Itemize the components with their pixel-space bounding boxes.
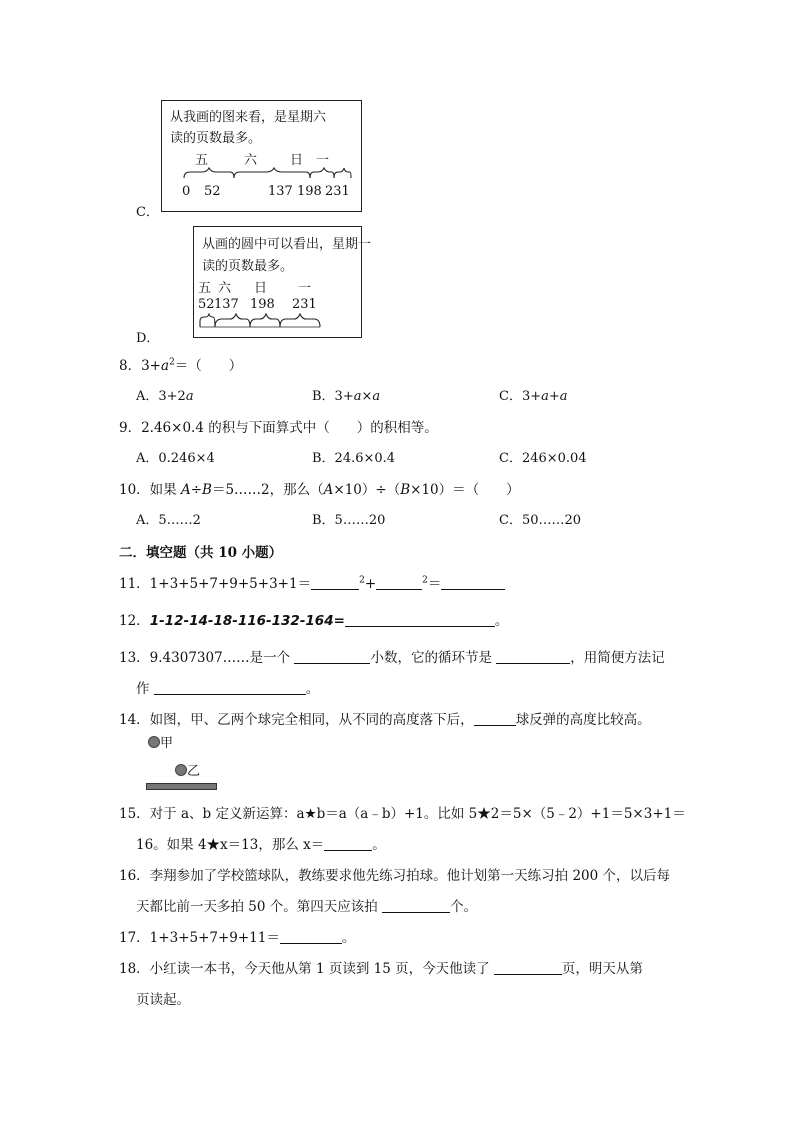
choice-d-day: 五	[198, 281, 212, 296]
q17-end: 。	[341, 930, 356, 946]
q18-line2: 页读起。	[136, 992, 190, 1008]
q8-option-b-mid: ×	[361, 389, 373, 404]
q8-option-a-pre: A．3+2	[136, 389, 186, 404]
q16-blank[interactable]	[382, 898, 450, 913]
choice-d-brace-diagram	[198, 313, 328, 331]
q10-var-a2: A	[323, 482, 334, 498]
q14-blank[interactable]	[474, 711, 516, 726]
choice-d-day: 一	[298, 281, 312, 296]
choice-d-text-line2: 读的页数最多。	[202, 259, 294, 274]
q8-option-b[interactable]	[312, 385, 380, 404]
q9-option-a[interactable]: A．0.246×4	[136, 451, 215, 466]
choice-d-number: 198	[250, 297, 275, 312]
choice-d-box	[193, 226, 372, 338]
q17-blank[interactable]	[280, 929, 342, 944]
q10-p2: ＝5……2，那么（	[211, 482, 324, 498]
q10-option-a[interactable]: A．5……2	[136, 513, 201, 528]
q8-prefix: 8．3+	[119, 358, 161, 374]
q9-option-b[interactable]: B．24.6×0.4	[312, 451, 396, 466]
q14-stem-a: 14．如图，甲、乙两个球完全相同，从不同的高度落下后，	[119, 712, 474, 728]
choice-c-text-line1: 从我画的图来看，是星期六	[170, 110, 327, 125]
choice-d-number: 231	[292, 297, 317, 312]
q8-option-b-pre: B．3+	[312, 389, 354, 404]
q13-line1c: ，用简便方法记	[570, 650, 665, 666]
q13-blank-3[interactable]	[154, 680, 306, 695]
section-2-heading: 二．填空题（共 10 小题）	[119, 545, 283, 561]
q10-p1: 10．如果	[119, 482, 181, 498]
q10-p3: ×10）÷（	[333, 482, 401, 498]
q18-line1a: 18．小红读一本书，今天他从第 1 页读到 15 页，今天他读了	[119, 961, 494, 977]
q8-stem	[119, 354, 242, 374]
choice-d-number: 137	[214, 297, 239, 312]
q12-expression: 1-12-14-18-116-132-164=	[149, 613, 345, 629]
q13-line1a: 13．9.4307307……是一个	[119, 650, 295, 666]
q8-option-b-var: a	[353, 389, 362, 404]
choice-c-number: 52	[204, 184, 221, 199]
q13-blank-1[interactable]	[294, 649, 370, 664]
ball-icon	[148, 736, 160, 748]
q16-line2b: 个。	[450, 899, 478, 915]
q17-stem: 17．1+3+5+7+9+11＝	[119, 930, 280, 946]
ball-icon	[175, 764, 187, 776]
q13-line2	[136, 677, 319, 697]
q16-line1: 16．李翔参加了学校篮球队，教练要求他先练习拍球。他计划第一天练习拍 200 个，以后每	[119, 868, 671, 884]
q13-line1b: 小数，它的循环节是	[370, 650, 497, 666]
q14-ball-yi-label: 乙	[187, 764, 201, 779]
q10-option-c[interactable]: C．50……20	[499, 513, 582, 528]
q10-var-b: B	[202, 482, 212, 498]
choice-c-day: 五	[195, 153, 209, 168]
choice-c-number: 0	[182, 184, 191, 199]
q8-var: a	[161, 358, 170, 374]
q12-num: 12．	[119, 613, 150, 629]
q10-stem	[119, 478, 520, 498]
q15-blank[interactable]	[324, 836, 372, 851]
q14-stem	[119, 708, 651, 728]
q8-option-c-mid: +	[548, 389, 560, 404]
q8-option-c-pre: C．3+	[499, 389, 542, 404]
q18-line1	[119, 957, 643, 977]
q16-line2	[136, 895, 477, 915]
q11-blank-1[interactable]	[311, 575, 359, 590]
q18-blank[interactable]	[494, 960, 562, 975]
q8-option-c-var: a	[541, 389, 549, 404]
q10-var-b2: B	[400, 482, 411, 498]
q14-ball-yi	[175, 760, 200, 779]
q11	[119, 572, 505, 592]
q8-sup: 2	[169, 357, 175, 368]
q18-line1b: 页，明天从第	[561, 961, 643, 977]
q13-blank-2[interactable]	[496, 649, 570, 664]
q8-suffix: ＝（ ）	[174, 358, 243, 374]
choice-c-letter: C．	[136, 205, 159, 220]
choice-d-letter: D．	[136, 331, 160, 346]
q11-sup-2: 2	[422, 575, 428, 586]
q10-option-b[interactable]: B．5……20	[312, 513, 386, 528]
q15-line2a: 16。如果 4★x＝13，那么 x＝	[136, 837, 325, 853]
q10-p4: ×10）＝（ ）	[410, 482, 520, 498]
choice-c-day: 六	[244, 153, 258, 168]
q15-line2b: 。	[372, 837, 386, 853]
q14-ball-jia	[148, 732, 173, 751]
q16-line2a: 天都比前一天多拍 50 个。第四天应该拍	[136, 899, 383, 915]
q8-option-c[interactable]	[499, 385, 568, 404]
choice-c-brace-diagram	[182, 167, 352, 183]
q15-line2	[136, 833, 386, 853]
choice-d-day: 日	[254, 281, 268, 296]
q14-ball-jia-label: 甲	[160, 736, 174, 751]
q13-line2b: 。	[305, 681, 320, 697]
q14-stem-b: 球反弹的高度比较高。	[515, 712, 651, 728]
q11-plus: +	[364, 576, 377, 592]
q9-stem: 9．2.46×0.4 的积与下面算式中（ ）的积相等。	[119, 420, 438, 436]
choice-c-number: 198	[297, 184, 322, 199]
q8-option-a[interactable]	[136, 385, 194, 404]
choice-c-number: 137	[268, 184, 293, 199]
choice-d-text-line1: 从画的圆中可以看出，星期一	[202, 237, 372, 252]
choice-c-text-line2: 读的页数最多。	[170, 131, 262, 146]
q8-option-a-var: a	[185, 389, 194, 404]
choice-c-box	[161, 100, 362, 212]
q8-option-b-var2: a	[372, 389, 381, 404]
q11-eq: ＝	[427, 576, 442, 592]
q10-div: ÷	[190, 482, 203, 498]
q12-blank[interactable]	[345, 612, 495, 627]
q14-ground-bar	[146, 783, 217, 790]
q10-var-a: A	[180, 482, 191, 498]
q9-option-c[interactable]: C．246×0.04	[499, 451, 587, 466]
q13-line1	[119, 646, 665, 666]
q12-end: 。	[494, 613, 509, 629]
q15-line1: 15．对于 a、b 定义新运算：a★b＝a（a﹣b）+1。比如 5★2＝5×（5﹣2）+1＝5×3+1＝	[119, 806, 686, 822]
choice-c-day: 日	[290, 153, 304, 168]
q11-stem: 11．1+3+5+7+9+5+3+1＝	[119, 576, 312, 592]
q11-blank-2[interactable]	[376, 575, 422, 590]
choice-d-day: 六	[218, 281, 232, 296]
q12	[119, 609, 508, 629]
q11-blank-3[interactable]	[441, 575, 505, 590]
choice-c-day: 一	[316, 153, 330, 168]
choice-d-number: 52	[198, 297, 215, 312]
q13-line2a: 作	[136, 681, 154, 697]
q17	[119, 926, 355, 946]
q8-option-c-var2: a	[559, 389, 568, 404]
q11-sup-1: 2	[359, 575, 365, 586]
choice-c-number: 231	[325, 184, 350, 199]
